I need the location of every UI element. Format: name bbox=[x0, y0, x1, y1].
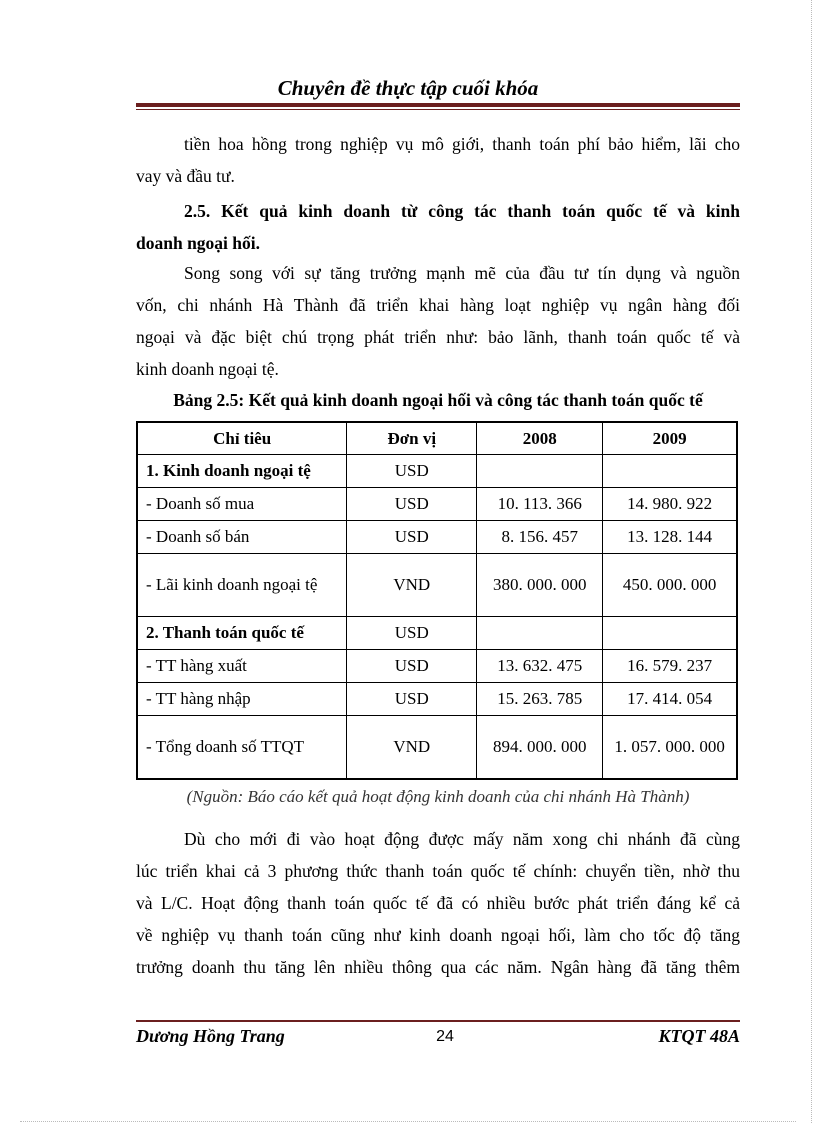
table-row bbox=[137, 617, 737, 650]
paragraph-line: Song song với sự tăng trưởng mạnh mẽ của đầu tư tín dụng và nguồn bbox=[184, 263, 740, 283]
table-row bbox=[137, 716, 737, 780]
table-cell: 450. 000. 000 bbox=[603, 554, 737, 617]
table-row bbox=[137, 488, 737, 521]
page-number: 24 bbox=[436, 1028, 454, 1045]
table-cell: - Doanh số mua bbox=[137, 488, 347, 521]
table-cell bbox=[477, 455, 603, 488]
paragraph-line: về nghiệp vụ thanh toán cũng như kinh doanh ngoại hối, làm cho tốc độ tăng bbox=[136, 925, 740, 945]
table-cell: VND bbox=[347, 716, 477, 780]
paragraph-line: lúc triển khai cả 3 phương thức thanh toán quốc tế chính: chuyển tiền, nhờ thu bbox=[136, 861, 740, 881]
section-heading-line: doanh ngoại hối. bbox=[136, 233, 261, 253]
table-cell: 380. 000. 000 bbox=[477, 554, 603, 617]
table-cell: - Tổng doanh số TTQT bbox=[137, 716, 347, 780]
paragraph-3 bbox=[136, 823, 740, 983]
footer-rule bbox=[136, 1020, 740, 1022]
table-cell: 13. 632. 475 bbox=[477, 650, 603, 683]
table-header-row bbox=[137, 422, 737, 455]
section-heading bbox=[136, 195, 740, 259]
table-cell: 1. Kinh doanh ngoại tệ bbox=[137, 455, 347, 488]
table-cell: 1. 057. 000. 000 bbox=[603, 716, 737, 780]
table-cell: 15. 263. 785 bbox=[477, 683, 603, 716]
header-cell: Đơn vị bbox=[347, 422, 477, 455]
table-cell: USD bbox=[347, 650, 477, 683]
paragraph-2 bbox=[136, 257, 740, 385]
footer-class-code: KTQT 48A bbox=[658, 1026, 740, 1046]
table-cell: - Lãi kinh doanh ngoại tệ bbox=[137, 554, 347, 617]
table-cell: - Doanh số bán bbox=[137, 521, 347, 554]
table-cell: USD bbox=[347, 455, 477, 488]
header-rule-thick bbox=[136, 103, 740, 107]
header-cell: Chỉ tiêu bbox=[137, 422, 347, 455]
table-cell: 13. 128. 144 bbox=[603, 521, 737, 554]
table-cell: 10. 113. 366 bbox=[477, 488, 603, 521]
table-row bbox=[137, 455, 737, 488]
table-cell: 894. 000. 000 bbox=[477, 716, 603, 780]
table-cell: USD bbox=[347, 617, 477, 650]
table-row bbox=[137, 521, 737, 554]
results-table bbox=[136, 421, 738, 780]
table-cell: 8. 156. 457 bbox=[477, 521, 603, 554]
table-caption: Bảng 2.5: Kết quả kinh doanh ngoại hối và công tác thanh toán quốc tế bbox=[173, 390, 703, 410]
table-row bbox=[137, 554, 737, 617]
table-cell: USD bbox=[347, 683, 477, 716]
page-edge-bottom bbox=[20, 1121, 796, 1122]
header-rule-thin bbox=[136, 109, 740, 110]
paragraph-line: tiền hoa hồng trong nghiệp vụ mô giới, thanh toán phí bảo hiểm, lãi cho bbox=[184, 134, 740, 154]
paragraph-line: ngoại và đặc biệt chú trọng phát triển như: bảo lãnh, thanh toán quốc tế và bbox=[136, 327, 740, 347]
paragraph-line: vốn, chi nhánh Hà Thành đã triển khai hàng loạt nghiệp vụ ngân hàng đối bbox=[136, 295, 740, 315]
paragraph-line: kinh doanh ngoại tệ. bbox=[136, 359, 279, 379]
paragraph-1 bbox=[136, 128, 740, 192]
table-row bbox=[137, 683, 737, 716]
header-cell: 2009 bbox=[603, 422, 737, 455]
table-cell: USD bbox=[347, 521, 477, 554]
table-source-note: (Nguồn: Báo cáo kết quả hoạt động kinh doanh của chi nhánh Hà Thành) bbox=[186, 787, 690, 806]
table-cell bbox=[603, 617, 737, 650]
table-cell bbox=[603, 455, 737, 488]
table-cell: 17. 414. 054 bbox=[603, 683, 737, 716]
table-cell: 14. 980. 922 bbox=[603, 488, 737, 521]
section-heading-line: 2.5. Kết quả kinh doanh từ công tác thanh toán quốc tế và kinh bbox=[184, 201, 740, 221]
paragraph-line: vay và đầu tư. bbox=[136, 166, 235, 186]
table-cell: - TT hàng nhập bbox=[137, 683, 347, 716]
paragraph-line: và L/C. Hoạt động thanh toán quốc tế đã có nhiều bước phát triển đáng kể cả bbox=[136, 893, 740, 913]
table-cell: 16. 579. 237 bbox=[603, 650, 737, 683]
page-edge-right bbox=[811, 0, 812, 1123]
table-row bbox=[137, 650, 737, 683]
table-cell: VND bbox=[347, 554, 477, 617]
header-cell: 2008 bbox=[477, 422, 603, 455]
header-title: Chuyên đề thực tập cuối khóa bbox=[277, 76, 539, 100]
table-cell: - TT hàng xuất bbox=[137, 650, 347, 683]
paragraph-line: trưởng doanh thu tăng lên nhiều thông qua các năm. Ngân hàng đã tăng thêm bbox=[136, 957, 740, 977]
table-cell: USD bbox=[347, 488, 477, 521]
table-cell: 2. Thanh toán quốc tế bbox=[137, 617, 347, 650]
footer-author: Dương Hồng Trang bbox=[136, 1026, 285, 1046]
paragraph-line: Dù cho mới đi vào hoạt động được mấy năm xong chi nhánh đã cùng bbox=[184, 829, 740, 849]
table-cell bbox=[477, 617, 603, 650]
